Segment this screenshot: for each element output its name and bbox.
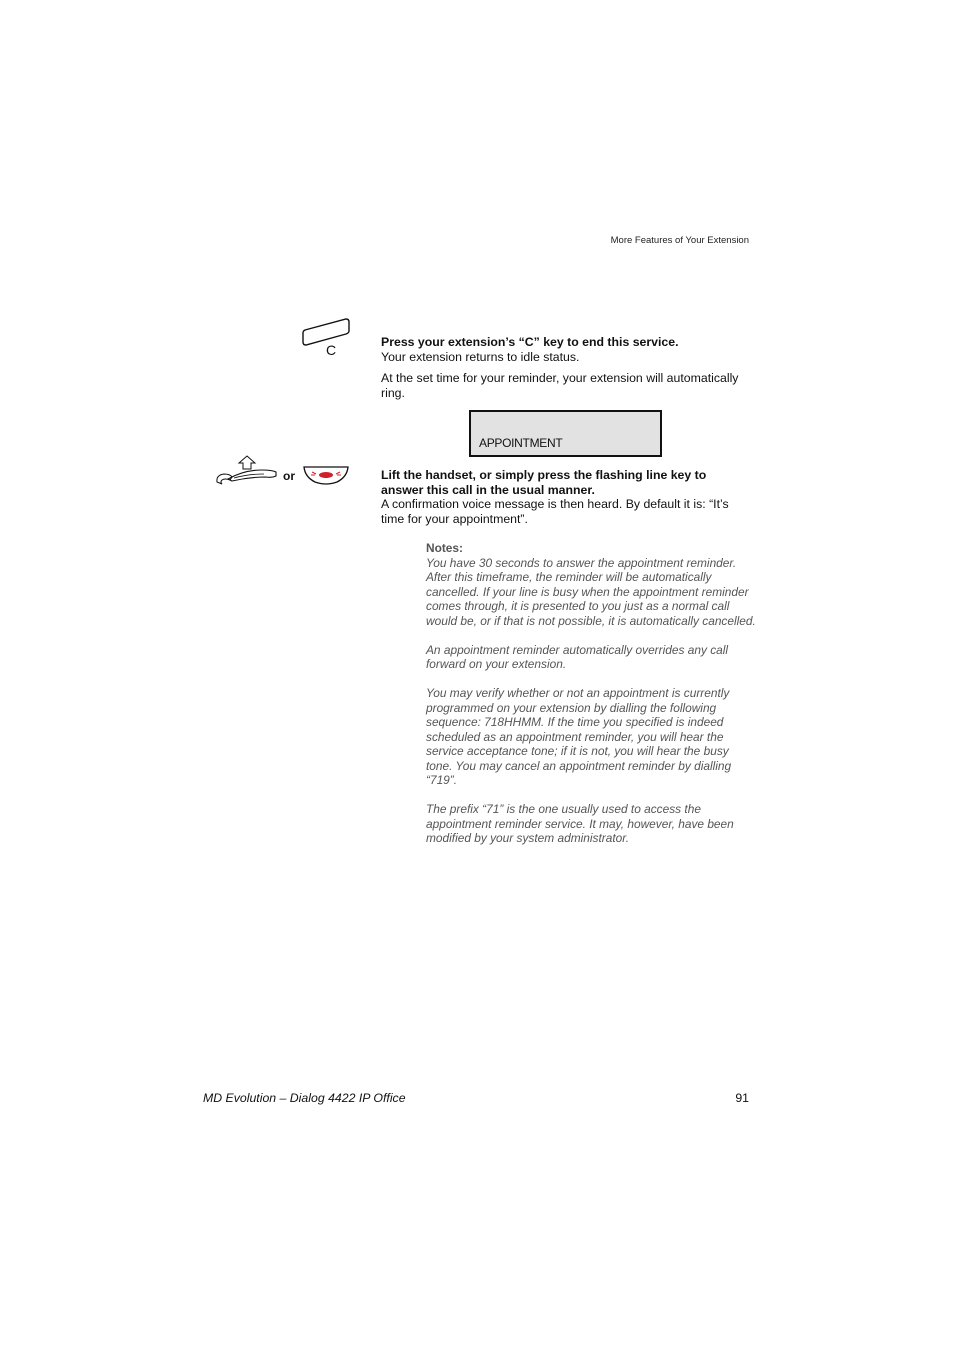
notes-section	[426, 541, 756, 860]
step-answer-call	[381, 468, 751, 526]
note-item: The prefix “71” is the one usually used to access the appointment reminder service. It may, however, have been modified by your system administrator.	[426, 802, 734, 845]
page-number: 91	[735, 1091, 749, 1105]
result-idle-status: Your extension returns to idle status.	[381, 349, 580, 364]
note-item: An appointment reminder automatically overrides any call forward on your extension.	[426, 642, 729, 671]
flashing-line-key-icon	[302, 463, 350, 487]
instruction-press-c: Press your extension’s “C” key to end this service.	[381, 335, 679, 349]
display-text: APPOINTMENT	[479, 436, 563, 450]
handset-lift-icon	[214, 455, 280, 487]
instruction-lift-handset: Lift the handset, or simply press the flashing line key to answer this call in the usual manner.	[381, 468, 707, 497]
notes-title: Notes:	[426, 541, 463, 555]
c-key-icon	[300, 316, 352, 358]
c-key-label: C	[326, 342, 337, 358]
step-end-service	[381, 335, 751, 364]
reminder-ring-text: At the set time for your reminder, your extension will automatically ring.	[381, 371, 739, 400]
note-item: You have 30 seconds to answer the appointment reminder. After this timeframe, the reminder will be automatically cancelled. If your line is busy when the appointment reminder comes through, it is presented to you just as a normal call would be, or if that is not possible, it is automatically cancelled.	[426, 555, 756, 628]
note-item: You may verify whether or not an appointment is currently programmed on your extension by dialling the following sequence: 718HHMM. If the time you specified is indeed scheduled as an appointment reminder, you will hear the service acceptance tone; if it is not, you will hear the busy tone. You may cancel an appointment reminder by dialling “719”.	[426, 686, 732, 787]
result-confirmation-message: A confirmation voice message is then heard. By default it is: “It’s time for your appointment”.	[381, 497, 729, 526]
running-header: More Features of Your Extension	[610, 235, 749, 246]
footer-doc-title: MD Evolution – Dialog 4422 IP Office	[203, 1091, 406, 1105]
phone-display	[469, 410, 662, 457]
or-connector: or	[283, 469, 295, 483]
